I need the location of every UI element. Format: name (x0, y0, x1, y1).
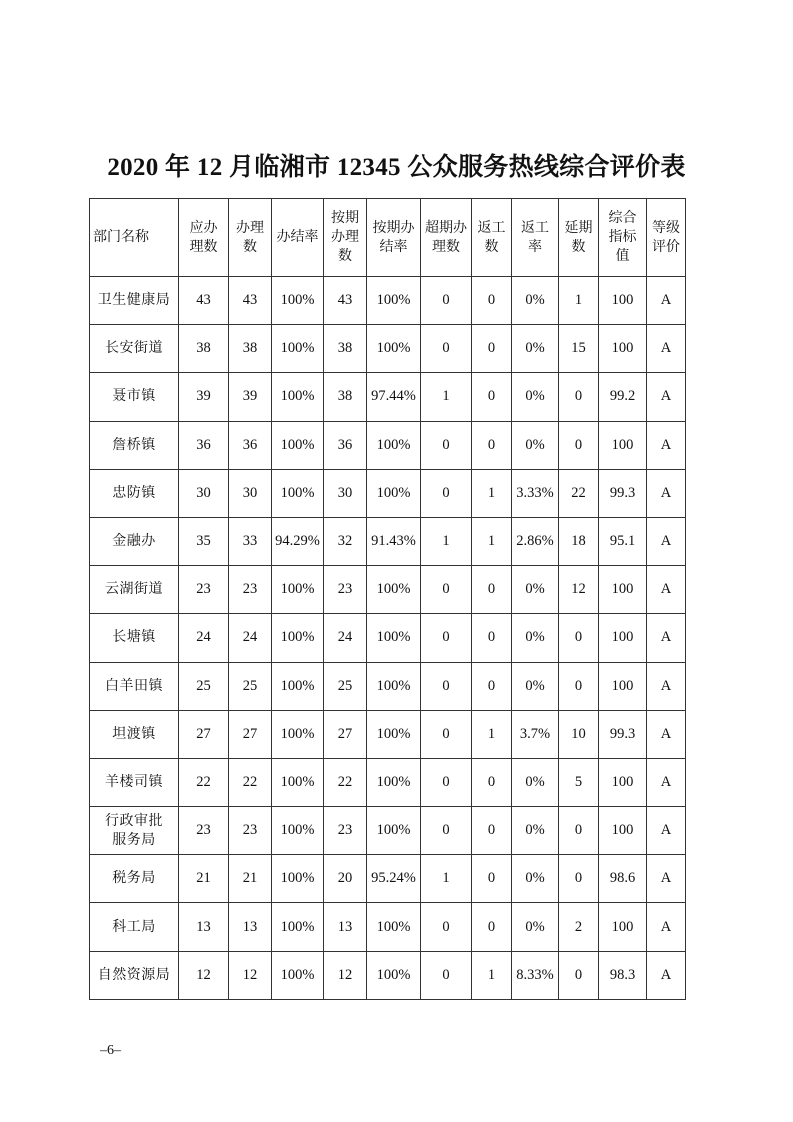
department-name-cell: 云湖街道 (90, 566, 179, 614)
table-cell: 1 (472, 469, 512, 517)
table-cell: 0% (512, 855, 559, 903)
table-cell: 22 (559, 469, 599, 517)
table-cell: 0 (559, 421, 599, 469)
table-cell: 0% (512, 277, 559, 325)
table-cell: A (647, 469, 686, 517)
table-cell: 39 (229, 373, 272, 421)
table-cell: 100% (272, 710, 324, 758)
table-cell: 0 (559, 373, 599, 421)
table-cell: 100 (599, 277, 647, 325)
table-cell: 0% (512, 566, 559, 614)
table-cell: 22 (229, 758, 272, 806)
table-cell: 100% (272, 903, 324, 951)
table-cell: 100% (272, 277, 324, 325)
table-cell: 24 (179, 614, 229, 662)
table-cell: 0 (472, 662, 512, 710)
table-cell: 0 (421, 614, 472, 662)
evaluation-table (89, 198, 686, 1000)
table-cell: 22 (324, 758, 367, 806)
page-number: –6– (100, 1043, 121, 1058)
department-name-cell: 税务局 (90, 855, 179, 903)
table-cell: 21 (179, 855, 229, 903)
table-cell: 100% (272, 855, 324, 903)
table-cell: 38 (179, 325, 229, 373)
table-cell: A (647, 855, 686, 903)
table-cell: A (647, 758, 686, 806)
column-header: 延期 数 (559, 199, 599, 277)
table-cell: 99.3 (599, 469, 647, 517)
table-cell: 100 (599, 662, 647, 710)
table-cell: 0% (512, 758, 559, 806)
table-cell: 100% (272, 469, 324, 517)
table-cell: 0 (559, 807, 599, 855)
table-cell: A (647, 566, 686, 614)
table-cell: 0% (512, 325, 559, 373)
table-cell: 0 (559, 855, 599, 903)
table-cell: 24 (324, 614, 367, 662)
table-cell: 12 (229, 951, 272, 999)
department-name-cell: 卫生健康局 (90, 277, 179, 325)
table-cell: 0 (472, 614, 512, 662)
table-cell: 100% (272, 807, 324, 855)
table-cell: 0 (472, 325, 512, 373)
table-cell: 13 (179, 903, 229, 951)
table-cell: 43 (179, 277, 229, 325)
table-cell: 98.6 (599, 855, 647, 903)
table-row (90, 758, 686, 806)
table-cell: 22 (179, 758, 229, 806)
table-cell: A (647, 807, 686, 855)
table-cell: A (647, 277, 686, 325)
table-cell: 0 (421, 807, 472, 855)
table-cell: 0% (512, 421, 559, 469)
table-cell: 23 (179, 807, 229, 855)
table-cell: 33 (229, 517, 272, 565)
table-cell: 100% (272, 758, 324, 806)
column-header: 按期办 结率 (367, 199, 421, 277)
department-name-cell: 长塘镇 (90, 614, 179, 662)
table-cell: 13 (324, 903, 367, 951)
table-cell: 43 (324, 277, 367, 325)
table-cell: 30 (324, 469, 367, 517)
table-cell: 95.24% (367, 855, 421, 903)
department-name-cell: 詹桥镇 (90, 421, 179, 469)
table-cell: 100% (367, 807, 421, 855)
table-cell: 100% (367, 710, 421, 758)
table-cell: 100 (599, 421, 647, 469)
table-cell: 27 (324, 710, 367, 758)
table-cell: 0 (421, 325, 472, 373)
column-header: 等级 评价 (647, 199, 686, 277)
table-row (90, 325, 686, 373)
table-cell: 27 (179, 710, 229, 758)
table-cell: 27 (229, 710, 272, 758)
table-cell: 100 (599, 903, 647, 951)
table-cell: 100% (367, 325, 421, 373)
table-cell: 0 (559, 951, 599, 999)
table-cell: 0% (512, 373, 559, 421)
table-cell: 0 (421, 758, 472, 806)
table-cell: 25 (179, 662, 229, 710)
table-cell: 25 (229, 662, 272, 710)
table-cell: 12 (179, 951, 229, 999)
table-cell: 100 (599, 325, 647, 373)
department-name-cell: 行政审批 服务局 (90, 807, 179, 855)
table-cell: 99.2 (599, 373, 647, 421)
table-cell: 0 (421, 951, 472, 999)
table-cell: A (647, 325, 686, 373)
table-cell: 12 (559, 566, 599, 614)
table-cell: 100% (272, 566, 324, 614)
table-cell: 95.1 (599, 517, 647, 565)
table-cell: 23 (179, 566, 229, 614)
table-row (90, 566, 686, 614)
department-name-cell: 长安街道 (90, 325, 179, 373)
table-cell: 0% (512, 662, 559, 710)
table-cell: 100% (272, 614, 324, 662)
table-cell: 100 (599, 807, 647, 855)
table-cell: 100 (599, 758, 647, 806)
table-row (90, 662, 686, 710)
table-cell: 0 (472, 373, 512, 421)
table-row (90, 614, 686, 662)
table-cell: 0% (512, 807, 559, 855)
table-cell: 23 (324, 807, 367, 855)
table-cell: 23 (229, 566, 272, 614)
column-header: 返工 率 (512, 199, 559, 277)
column-header: 综合 指标 值 (599, 199, 647, 277)
table-cell: 36 (324, 421, 367, 469)
column-header: 办理 数 (229, 199, 272, 277)
table-cell: 0 (421, 662, 472, 710)
table-cell: 0 (472, 758, 512, 806)
table-cell: 1 (472, 710, 512, 758)
table-cell: A (647, 614, 686, 662)
table-cell: 21 (229, 855, 272, 903)
table-cell: 18 (559, 517, 599, 565)
table-cell: 25 (324, 662, 367, 710)
table-cell: 3.7% (512, 710, 559, 758)
table-cell: 100% (367, 277, 421, 325)
table-cell: 0 (472, 807, 512, 855)
table-cell: 1 (421, 373, 472, 421)
table-cell: 0% (512, 903, 559, 951)
table-cell: 3.33% (512, 469, 559, 517)
table-cell: 1 (559, 277, 599, 325)
table-cell: 0 (421, 277, 472, 325)
table-row (90, 421, 686, 469)
table-cell: 32 (324, 517, 367, 565)
table-cell: 1 (472, 517, 512, 565)
table-cell: 94.29% (272, 517, 324, 565)
table-cell: 0 (472, 903, 512, 951)
table-cell: 8.33% (512, 951, 559, 999)
table-cell: 99.3 (599, 710, 647, 758)
department-name-cell: 自然资源局 (90, 951, 179, 999)
table-cell: 1 (421, 855, 472, 903)
table-cell: 36 (229, 421, 272, 469)
table-cell: 97.44% (367, 373, 421, 421)
table-cell: A (647, 951, 686, 999)
table-cell: 100% (367, 758, 421, 806)
table-cell: 36 (179, 421, 229, 469)
table-cell: 100% (367, 421, 421, 469)
table-cell: 10 (559, 710, 599, 758)
table-cell: A (647, 903, 686, 951)
table-cell: 0 (421, 469, 472, 517)
table-row (90, 277, 686, 325)
table-cell: 38 (324, 373, 367, 421)
column-header: 办结率 (272, 199, 324, 277)
table-cell: 2.86% (512, 517, 559, 565)
table-cell: 0 (472, 855, 512, 903)
table-cell: 13 (229, 903, 272, 951)
table-row (90, 903, 686, 951)
column-header: 部门名称 (90, 199, 179, 277)
table-cell: 0 (472, 421, 512, 469)
table-cell: 20 (324, 855, 367, 903)
table-header-row (90, 199, 686, 277)
table-cell: 100% (367, 566, 421, 614)
table-cell: 91.43% (367, 517, 421, 565)
column-header: 返工 数 (472, 199, 512, 277)
table-cell: 38 (229, 325, 272, 373)
department-name-cell: 白羊田镇 (90, 662, 179, 710)
table-cell: 0% (512, 614, 559, 662)
table-cell: A (647, 710, 686, 758)
table-cell: 5 (559, 758, 599, 806)
department-name-cell: 科工局 (90, 903, 179, 951)
table-cell: 0 (559, 614, 599, 662)
table-body (90, 277, 686, 1000)
table-cell: 100% (272, 325, 324, 373)
table-row (90, 710, 686, 758)
table-cell: 98.3 (599, 951, 647, 999)
table-cell: A (647, 517, 686, 565)
table-row (90, 517, 686, 565)
table-cell: 100% (367, 951, 421, 999)
table-cell: 30 (179, 469, 229, 517)
column-header: 应办 理数 (179, 199, 229, 277)
department-name-cell: 羊楼司镇 (90, 758, 179, 806)
table-cell: 30 (229, 469, 272, 517)
table-cell: 100 (599, 566, 647, 614)
column-header: 超期办 理数 (421, 199, 472, 277)
table-cell: 12 (324, 951, 367, 999)
department-name-cell: 聂市镇 (90, 373, 179, 421)
table-cell: 100% (367, 662, 421, 710)
table-cell: 100% (367, 614, 421, 662)
page-title: 2020 年 12 月临湘市 12345 公众服务热线综合评价表 (107, 154, 686, 181)
table-cell: 0 (421, 903, 472, 951)
table-cell: 1 (421, 517, 472, 565)
table-cell: 23 (229, 807, 272, 855)
department-name-cell: 金融办 (90, 517, 179, 565)
table-cell: 0 (421, 710, 472, 758)
table-cell: 0 (472, 566, 512, 614)
table-cell: 38 (324, 325, 367, 373)
table-cell: 0 (421, 421, 472, 469)
table-cell: 23 (324, 566, 367, 614)
table-cell: 15 (559, 325, 599, 373)
table-cell: 0 (559, 662, 599, 710)
table-cell: A (647, 662, 686, 710)
table-cell: 100% (272, 421, 324, 469)
table-cell: 39 (179, 373, 229, 421)
table-cell: 43 (229, 277, 272, 325)
table-cell: 100% (272, 373, 324, 421)
table-row (90, 373, 686, 421)
table-cell: 100% (367, 903, 421, 951)
table-cell: 24 (229, 614, 272, 662)
table-cell: 1 (472, 951, 512, 999)
table-cell: A (647, 421, 686, 469)
table-cell: 100% (272, 662, 324, 710)
table-cell: 2 (559, 903, 599, 951)
department-name-cell: 忠防镇 (90, 469, 179, 517)
table-cell: 0 (421, 566, 472, 614)
table-cell: 100% (272, 951, 324, 999)
table-cell: 0 (472, 277, 512, 325)
column-header: 按期 办理 数 (324, 199, 367, 277)
table-row (90, 469, 686, 517)
table-row (90, 855, 686, 903)
table-cell: 35 (179, 517, 229, 565)
table-cell: A (647, 373, 686, 421)
table-row (90, 951, 686, 999)
table-row (90, 807, 686, 855)
department-name-cell: 坦渡镇 (90, 710, 179, 758)
table-cell: 100 (599, 614, 647, 662)
table-cell: 100% (367, 469, 421, 517)
